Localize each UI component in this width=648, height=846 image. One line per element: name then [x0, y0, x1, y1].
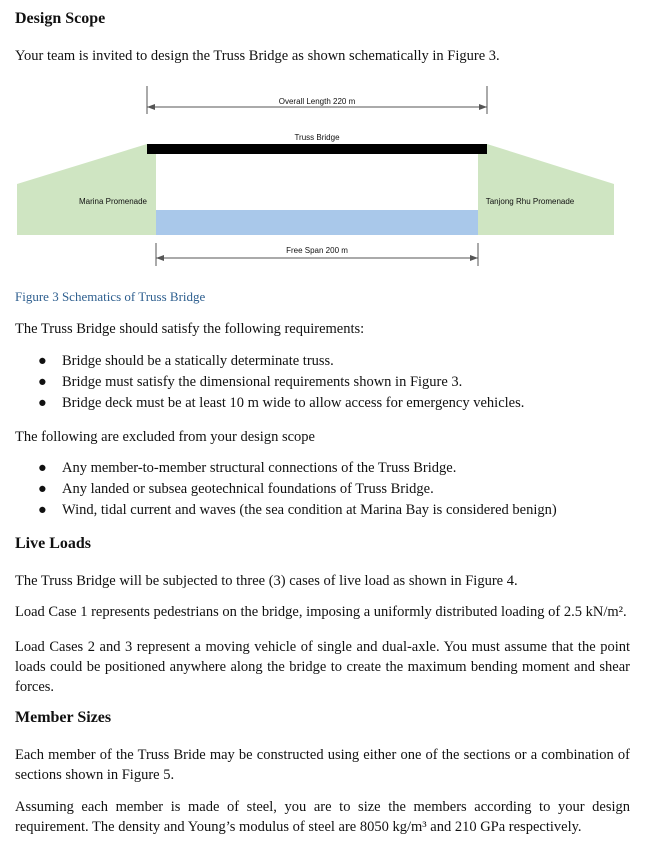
exclusions-lead: The following are excluded from your design scope — [15, 429, 315, 445]
section-heading-live-loads: Live Loads — [15, 535, 92, 552]
list-item: ● Bridge should be a statically determinate truss. — [38, 351, 524, 372]
left-shore-land — [17, 144, 156, 235]
exclusions-list — [38, 458, 557, 521]
left-shore-label: Marina Promenade — [78, 197, 148, 206]
intro-paragraph: Your team is invited to design the Truss Bridge as shown schematically in Figure 3. — [15, 48, 500, 64]
list-item: ● Wind, tidal current and waves (the sea condition at Marina Bay is considered benign) — [38, 500, 557, 521]
section-heading-design-scope: Design Scope — [15, 10, 106, 27]
list-item: ● Bridge deck must be at least 10 m wide to allow access for emergency vehicles. — [38, 393, 524, 414]
overall-length-label: Overall Length 220 m — [278, 97, 356, 106]
bullet-icon: ● — [38, 502, 47, 518]
list-item: ● Bridge must satisfy the dimensional requirements shown in Figure 3. — [38, 372, 524, 393]
figure-caption: Figure 3 Schematics of Truss Bridge — [15, 289, 206, 304]
live-loads-paragraph-2: Load Case 1 represents pedestrians on the bridge, imposing a uniformly distributed loading of 2.5 kN/m². — [15, 604, 627, 620]
bridge-deck — [147, 144, 487, 154]
water-channel — [156, 210, 478, 235]
section-heading-member-sizes: Member Sizes — [15, 709, 112, 726]
list-item: ● Any landed or subsea geotechnical foundations of Truss Bridge. — [38, 479, 557, 500]
right-shore-label: Tanjong Rhu Promenade — [485, 197, 575, 206]
list-item: ● Any member-to-member structural connections of the Truss Bridge. — [38, 458, 557, 479]
bullet-icon: ● — [38, 460, 47, 476]
free-span-label: Free Span 200 m — [286, 246, 348, 255]
right-shore-land — [478, 144, 614, 235]
member-sizes-paragraph-1: Each member of the Truss Bride may be constructed using either one of the sections or a combination of sections shown in Figure 5. — [15, 747, 630, 783]
truss-bridge-schematic — [0, 80, 648, 275]
live-loads-paragraph-3: Load Cases 2 and 3 represent a moving vehicle of single and dual-axle. You must assume that the point loads could be positioned anywhere along the bridge to create the maximum bending moment and shear forces. — [15, 639, 630, 695]
truss-bridge-label: Truss Bridge — [294, 133, 340, 142]
bullet-icon: ● — [38, 374, 47, 390]
requirements-list — [38, 351, 524, 414]
bullet-icon: ● — [38, 481, 47, 497]
requirements-lead: The Truss Bridge should satisfy the following requirements: — [15, 321, 365, 337]
bullet-icon: ● — [38, 353, 47, 369]
bullet-icon: ● — [38, 395, 47, 411]
member-sizes-paragraph-2: Assuming each member is made of steel, you are to size the members according to your design requirement. The density and Young’s modulus of steel are 8050 kg/m³ and 210 GPa respectively. — [15, 799, 630, 835]
live-loads-paragraph-1: The Truss Bridge will be subjected to three (3) cases of live load as shown in Figure 4. — [15, 573, 518, 589]
